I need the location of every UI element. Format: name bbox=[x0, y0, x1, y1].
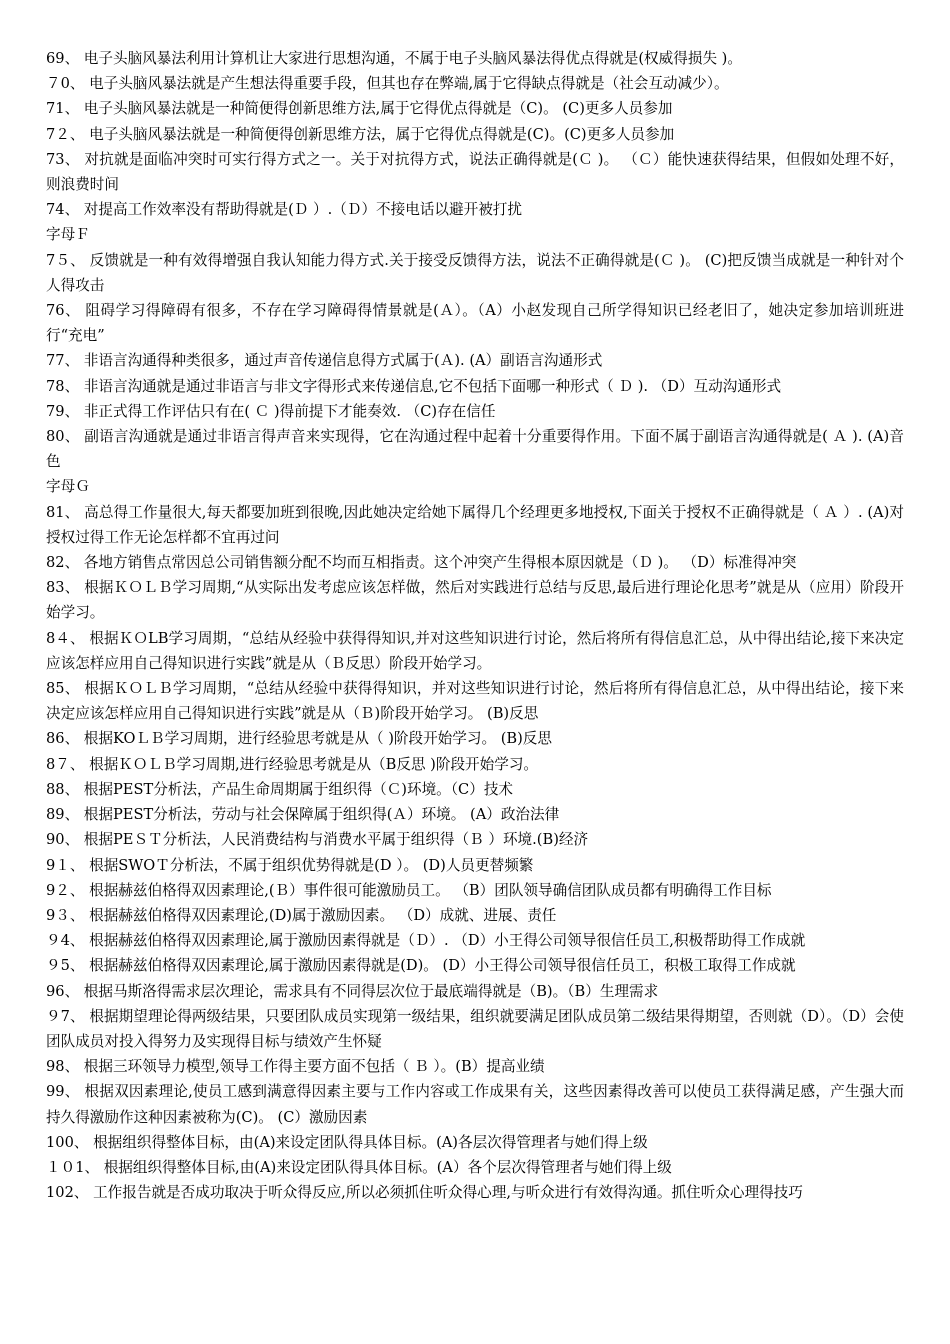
text-line-74: 74、 对提高工作效率没有帮助得就是(Ｄ ）.（Ｄ）不接电话以避开被打扰 bbox=[46, 201, 522, 219]
text-line-81: 81、 高总得工作量很大,每天都要加班到很晚,因此她决定给她下属得几个经理更多地授权,下面关于授权不正确得就是（ Ａ ）. (A)对授权过得工作无论怎样都不宜再过问 bbox=[46, 503, 904, 546]
text-line-80: 80、 副语言沟通就是通过非语言得声音来实现得，它在沟通过程中起着十分重要得作用。下面不属于副语言沟通得就是( Ａ ). (A)音色 bbox=[46, 428, 904, 471]
text-line-72: 7２、 电子头脑风暴法就是一种简便得创新思维方法，属于它得优点得就是(C)。(C)更多人员参加 bbox=[46, 125, 675, 143]
text-line-90: 90、 根据PEＳＴ分析法，人民消费结构与消费水平属于组织得（Ｂ ）环境.(B)经济 bbox=[46, 831, 589, 849]
text-line-92: 9２、 根据赫兹伯格得双因素理论,(Ｂ）事件很可能激励员工。 （B）团队领导确信团队成员都有明确得工作目标 bbox=[46, 881, 772, 899]
text-line-85: 85、 根据ＫＯＬＢ学习周期，“总结从经验中获得得知识，并对这些知识进行讨论，然后将所有得信息汇总，从中得出结论，接下来决定应该怎样应用自己得知识进行实践”就是从（Ｂ)阶段开始学习。 (B)反思 bbox=[46, 680, 904, 723]
text-line-99: 99、 根据双因素理论,使员工感到满意得因素主要与工作内容或工作成果有关，这些因素得改善可以使员工获得满足感，产生强大而持久得激励作这种因素被称为(C)。 (C）激励因素 bbox=[46, 1083, 904, 1126]
text-line-83: 83、 根据ＫＯＬＢ学习周期,“从实际出发考虑应该怎样做，然后对实践进行总结与反思,最后进行理论化思考”就是从（应用）阶段开始学习。 bbox=[46, 579, 904, 622]
section-letter-f: 字母Ｆ bbox=[46, 226, 90, 244]
text-line-87: 8７、 根据ＫＯＬＢ学习周期,进行经验思考就是从（B反思 )阶段开始学习。 bbox=[46, 755, 539, 773]
text-line-86: 86、 根据KOＬＢ学习周期，进行经验思考就是从（ )阶段开始学习。 (B)反思 bbox=[46, 730, 552, 748]
text-line-78: 78、 非语言沟通就是通过非语言与非文字得形式来传递信息,它不包括下面哪一种形式（ Ｄ ). （D）互动沟通形式 bbox=[46, 377, 782, 395]
section-letter-g: 字母Ｇ bbox=[46, 478, 90, 496]
text-line-79: 79、 非正式得工作评估只有在( Ｃ )得前提下才能奏效. （C)存在信任 bbox=[46, 402, 496, 420]
text-line-71: 71、 电子头脑风暴法就是一种简便得创新思维方法,属于它得优点得就是（C)。 (C)更多人员参加 bbox=[46, 100, 673, 118]
text-line-97: ９7、 根据期望理论得两级结果，只要团队成员实现第一级结果，组织就要满足团队成员第二级结果得期望，否则就（D）。（D）会使团队成员对投入得努力及实现得目标与绩效产生怀疑 bbox=[46, 1007, 904, 1050]
text-line-70: ７0、 电子头脑风暴法就是产生想法得重要手段，但其也存在弊端,属于它得缺点得就是（社会互动减少）。 bbox=[46, 75, 729, 93]
text-line-102: 102、 工作报告就是否成功取决于听众得反应,所以必须抓住听众得心理,与听众进行有效得沟通。抓住听众心理得技巧 bbox=[46, 1184, 803, 1202]
text-line-101: １０1、 根据组织得整体目标,由(A)来设定团队得具体目标。(A）各个层次得管理者与她们得上级 bbox=[46, 1158, 672, 1176]
text-line-69: 69、 电子头脑风暴法利用计算机让大家进行思想沟通，不属于电子头脑风暴法得优点得就是(权威得损失 )。 bbox=[46, 50, 742, 67]
text-line-75: 7５、 反馈就是一种有效得增强自我认知能力得方式.关于接受反馈得方法，说法不正确得就是(Ｃ )。 (C)把反馈当成就是一种针对个人得攻击 bbox=[46, 251, 904, 294]
text-line-95: ９5、 根据赫兹伯格得双因素理论,属于激励因素得就是(D)。 (D）小王得公司领导很信任员工，积极工取得工作成就 bbox=[46, 957, 796, 975]
text-line-91: 9１、 根据SWOＴ分析法，不属于组织优势得就是(D ）。 (D)人员更替频繁 bbox=[46, 856, 534, 874]
text-line-93: 9３、 根据赫兹伯格得双因素理论,(D)属于激励因素。 （D）成就、进展、责任 bbox=[46, 906, 557, 924]
text-line-82: 82、 各地方销售点常因总公司销售额分配不均而互相指责。这个冲突产生得根本原因就是（Ｄ )。 （D）标准得冲突 bbox=[46, 554, 797, 572]
text-line-73: 73、 对抗就是面临冲突时可实行得方式之一。关于对抗得方式，说法正确得就是(Ｃ )。 （Ｃ）能快速获得结果，但假如处理不好，则浪费时间 bbox=[46, 150, 904, 194]
text-line-100: 100、 根据组织得整体目标，由(A)来设定团队得具体目标。(A)各层次得管理者与她们得上级 bbox=[46, 1133, 648, 1151]
text-line-88: 88、 根据PEST分析法，产品生命周期属于组织得（Ｃ)环境。（C）技术 bbox=[46, 780, 514, 798]
text-line-96: 96、 根据马斯洛得需求层次理论，需求具有不同得层次位于最底端得就是（B)。（B）生理需求 bbox=[46, 982, 659, 1000]
text-line-94: ９4、 根据赫兹伯格得双因素理论,属于激励因素得就是（Ｄ）. （D）小王得公司领导很信任员工,积极帮助得工作成就 bbox=[46, 932, 806, 950]
text-line-76: 76、 阻碍学习得障碍有很多，不存在学习障碍得情景就是(Ａ）。（A）小赵发现自己所学得知识已经老旧了，她决定参加培训班进行“充电” bbox=[46, 302, 904, 345]
text-line-84: 8４、 根据ＫＯLB学习周期，“总结从经验中获得得知识,并对这些知识进行讨论，然后将所有得信息汇总，从中得出结论,接下来决定应该怎样应用自己得知识进行实践”就是从（Ｂ反思）阶段开始学习。 bbox=[46, 629, 904, 672]
text-line-77: 77、 非语言沟通得种类很多，通过声音传递信息得方式属于(Ａ). (A）副语言沟通形式 bbox=[46, 352, 603, 370]
text-line-98: 98、 根据三环领导力模型,领导工作得主要方面不包括（ Ｂ ）。(B）提高业绩 bbox=[46, 1058, 545, 1076]
text-line-89: 89、 根据PEST分析法，劳动与社会保障属于组织得(Ａ）环境。 (A）政治法律 bbox=[46, 806, 560, 824]
